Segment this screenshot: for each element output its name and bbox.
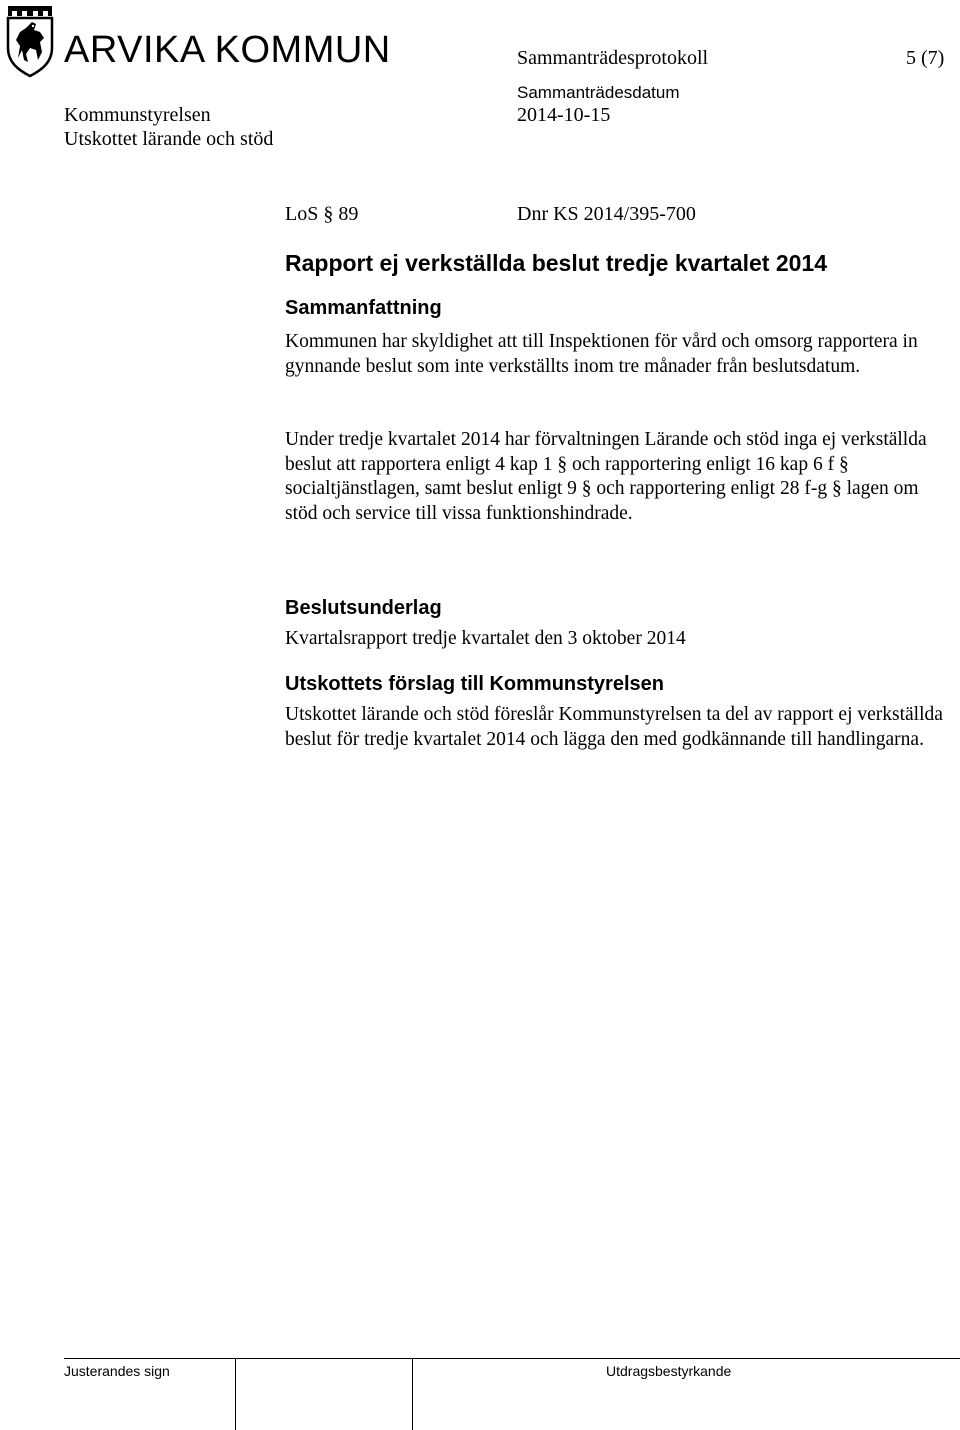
footer-excerpt-label: Utdragsbestyrkande xyxy=(606,1363,732,1379)
municipality-brand-name: ARVIKA KOMMUN xyxy=(64,29,391,71)
footer-column-divider-2 xyxy=(412,1358,413,1430)
footer-sign-label: Justerandes sign xyxy=(64,1363,170,1379)
meeting-date: 2014-10-15 xyxy=(517,104,611,126)
summary-paragraph-1: Kommunen har skyldighet att till Inspektionen för vård och omsorg rapportera in gynnande beslut som inte verkställts inom tre månader från beslutsdatum. xyxy=(285,331,918,377)
section-number: LoS § 89 xyxy=(285,203,359,225)
decision-basis-text: Kvartalsrapport tredje kvartalet den 3 oktober 2014 xyxy=(285,628,686,649)
organization-name: Kommunstyrelsen xyxy=(64,104,211,126)
page-number: 5 (7) xyxy=(906,47,945,69)
meeting-date-label: Sammanträdesdatum xyxy=(517,83,680,102)
municipal-coat-of-arms-logo xyxy=(4,2,56,78)
summary-paragraph-2: Under tredje kvartalet 2014 har förvaltningen Lärande och stöd inga ej verkställda beslut att rapportera enligt 4 kap 1 § och rapportering enligt 16 kap 6 f § socialtjänstlagen, samt beslut enligt 9 § och rapportering enligt 28 f-g § lagen om stöd och service till vissa funktionshindrade. xyxy=(285,429,927,524)
committee-name: Utskottet lärande och stöd xyxy=(64,128,274,150)
committee-proposal-heading: Utskottets förslag till Kommunstyrelsen xyxy=(285,673,664,695)
footer-divider xyxy=(64,1358,960,1359)
footer-column-divider-1 xyxy=(235,1358,236,1430)
case-title: Rapport ej verkställda beslut tredje kvartalet 2014 xyxy=(285,250,828,276)
committee-proposal-text: Utskottet lärande och stöd föreslår Kommunstyrelsen ta del av rapport ej verkställda beslut för tredje kvartalet 2014 och lägga den med godkännande till handlingarna. xyxy=(285,704,943,750)
summary-heading: Sammanfattning xyxy=(285,297,442,319)
diary-number: Dnr KS 2014/395-700 xyxy=(517,203,696,225)
decision-basis-heading: Beslutsunderlag xyxy=(285,597,442,619)
document-type: Sammanträdesprotokoll xyxy=(517,47,709,69)
